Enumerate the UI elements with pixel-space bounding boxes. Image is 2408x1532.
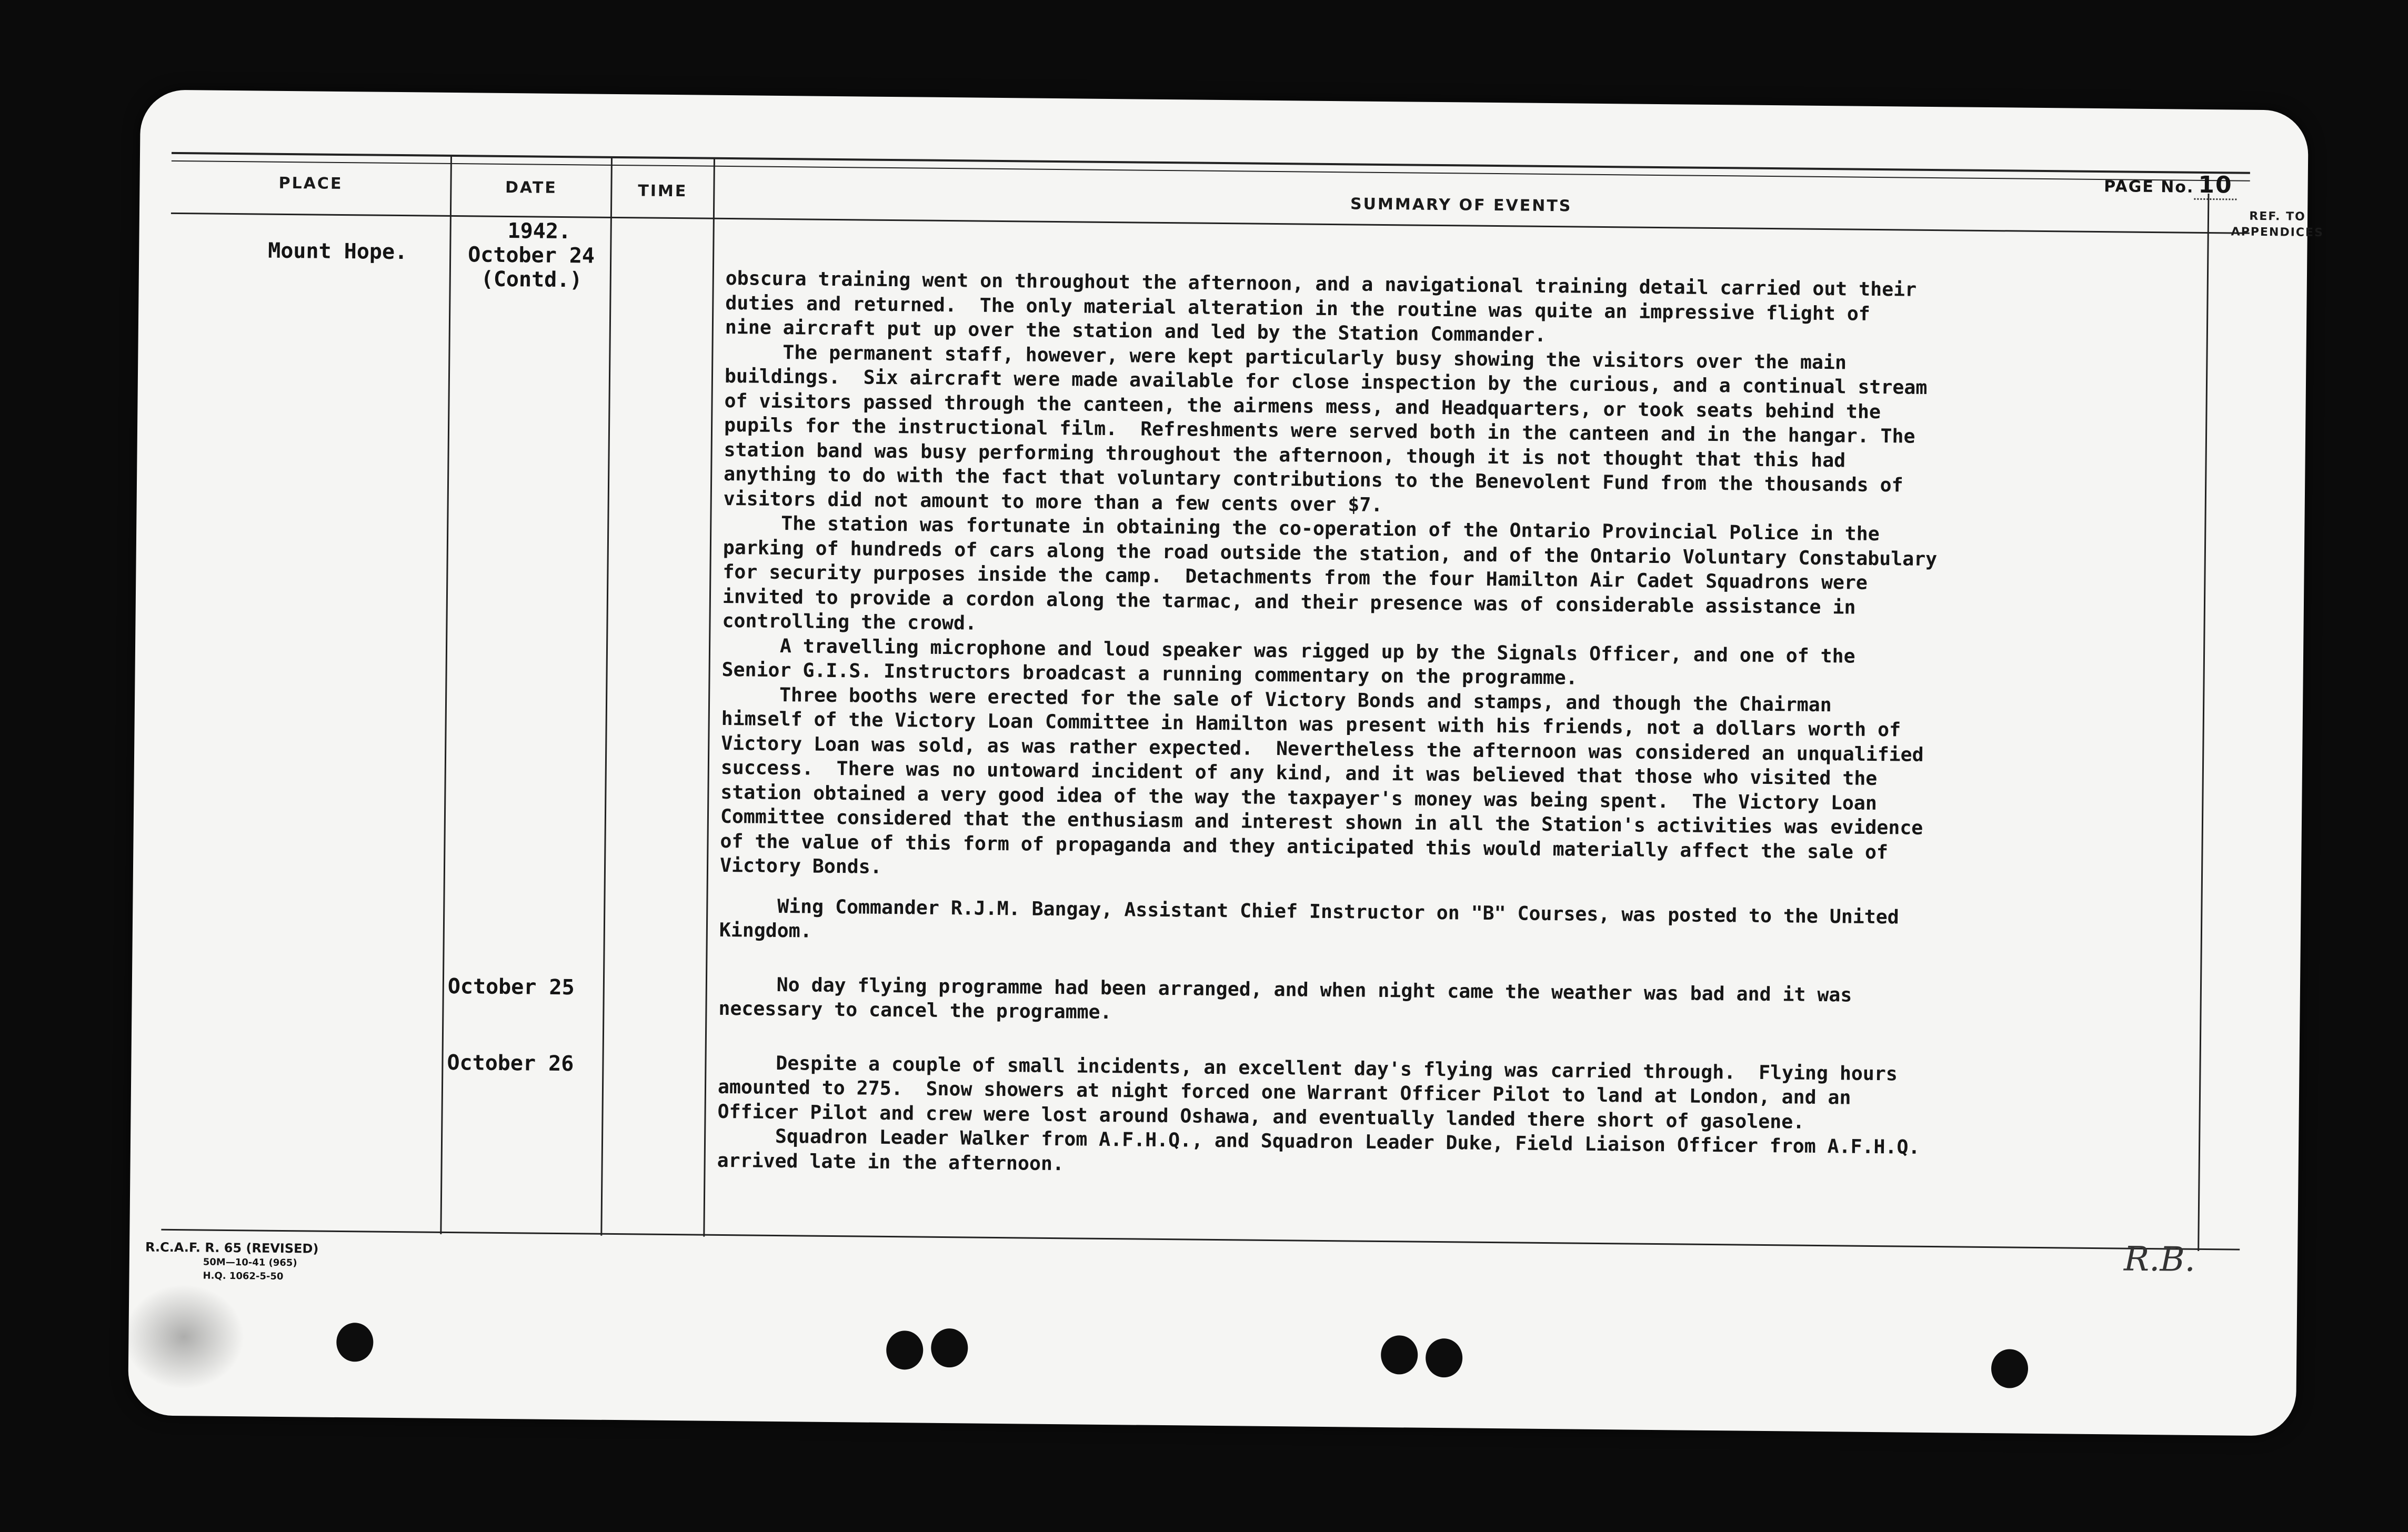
punch-hole bbox=[931, 1328, 968, 1368]
page-number-label: PAGE No. bbox=[2104, 177, 2194, 197]
summary-of-events bbox=[717, 266, 2241, 1187]
column-divider-time bbox=[703, 158, 715, 1237]
summary-paragraph: A travelling microphone and loud speaker was rigged up by the Signals Officer, and one of the Senior G.I.S. Instructors broadcast a running commentary on the programme. bbox=[721, 633, 1855, 689]
column-divider-date bbox=[600, 157, 613, 1236]
summary-paragraph: The station was fortunate in obtaining the co-operation of the Ontario Provincial Police in the parking of hundreds of cars along the road outside the station, and of the Ontario Voluntary Constabulary for security purposes inside the camp. Detachments from the four Hamilton Air Cadet Squadrons were invited to provide a cordon along the tarmac, and their presence was of considerable assistance in controlling the crowd. bbox=[722, 511, 1938, 634]
page-number bbox=[2104, 170, 2237, 198]
ref-appendices-header bbox=[2209, 208, 2346, 241]
page-number-value: 10 bbox=[2194, 172, 2237, 200]
summary-paragraph: Wing Commander R.J.M. Bangay, Assistant Chief Instructor on "B" Courses, was posted to the United Kingdom. bbox=[719, 894, 1899, 942]
ref-header-line2: APPENDICES bbox=[2231, 225, 2324, 240]
time-header: TIME bbox=[638, 182, 688, 201]
summary-paragraph: The permanent staff, however, were kept particularly busy showing the visitors over the main buildings. Six aircraft were made available for close inspection by the curious, and a continual stream of visitors passed through the canteen, the airmens mess, and Headquarters, or took seats behind the pupils for the instructional film. Refreshments were served both in the canteen and in the hangar. The station band was busy performing throughout the afternoon, though it is not thought that this had anything to do with the fact that voluntary contributions to the Benevolent Fund from the thousands of visitors did not amount to more than a few cents over $7. bbox=[723, 340, 1928, 516]
handwritten-initials: R.B. bbox=[2123, 1239, 2196, 1279]
summary-header: SUMMARY OF EVENTS bbox=[1350, 195, 1572, 216]
summary-paragraph: No day flying programme had been arranged, and when night came the weather was bad and it was necessary to cancel the programme. bbox=[718, 972, 1852, 1024]
summary-paragraph: obscura training went on throughout the afternoon, and a navigational training detail carried out their duties and returned. The only material alteration in the routine was quite an impressive flight of nine aircraft put up over the station and led by the Station Commander. bbox=[725, 266, 1917, 346]
place-entry: Mount Hope. bbox=[268, 238, 408, 265]
stain-mark bbox=[123, 1284, 245, 1390]
date-year: 1942. bbox=[507, 218, 571, 244]
punch-hole bbox=[1991, 1349, 2029, 1388]
punch-hole bbox=[1426, 1338, 1463, 1378]
form-hq-line: H.Q. 1062-5-50 bbox=[203, 1270, 284, 1282]
summary-paragraph: Three booths were erected for the sale of Victory Bonds and stamps, and though the Chairman himself of the Victory Loan Committee in Hamilton was present with his friends, not a dollars worth of Victory Loan was sold, as was rather expected. Nevertheless the afternoon was considered an unqualified success. There was no untoward incident of any kind, and it was believed that those who visited the station obtained a very good idea of the way the taxpayer's money was being spent. The Victory Loan Committee considered that the enthusiasm and interest shown in all the Station's activities was evidence of the value of this form of propaganda and they anticipated this would materially affect the sale of Victory Bonds. bbox=[719, 682, 1924, 878]
date-october-24: October 24 bbox=[467, 243, 595, 268]
punch-hole bbox=[336, 1323, 374, 1362]
summary-paragraph: Squadron Leader Walker from A.F.H.Q., and Squadron Leader Duke, Field Liaison Officer from A.F.H.Q. arrived late in the afternoon. bbox=[717, 1124, 1920, 1175]
date-october-26: October 26 bbox=[447, 1050, 574, 1076]
punch-hole bbox=[1381, 1335, 1418, 1375]
bottom-rule bbox=[161, 1229, 2240, 1251]
punch-hole bbox=[886, 1331, 924, 1370]
form-identifier bbox=[145, 1239, 318, 1284]
date-october-25: October 25 bbox=[447, 974, 575, 1000]
date-header: DATE bbox=[505, 178, 557, 197]
form-code: R.C.A.F. R. 65 (REVISED) bbox=[145, 1239, 319, 1256]
diary-form-card bbox=[128, 89, 2324, 1436]
place-header: PLACE bbox=[278, 174, 343, 193]
ref-header-line1: REF. TO bbox=[2249, 209, 2306, 224]
date-contd: (Contd.) bbox=[480, 267, 583, 293]
summary-paragraph: Despite a couple of small incidents, an excellent day's flying was carried through. Flying hours amounted to 275. Snow showers at night forced one Warrant Officer Pilot to land at London, and an Officer Pilot and crew were lost around Oshawa, and eventually landed there short of gasolene. bbox=[717, 1051, 1898, 1133]
form-print-line: 50M—10-41 (965) bbox=[203, 1256, 297, 1269]
